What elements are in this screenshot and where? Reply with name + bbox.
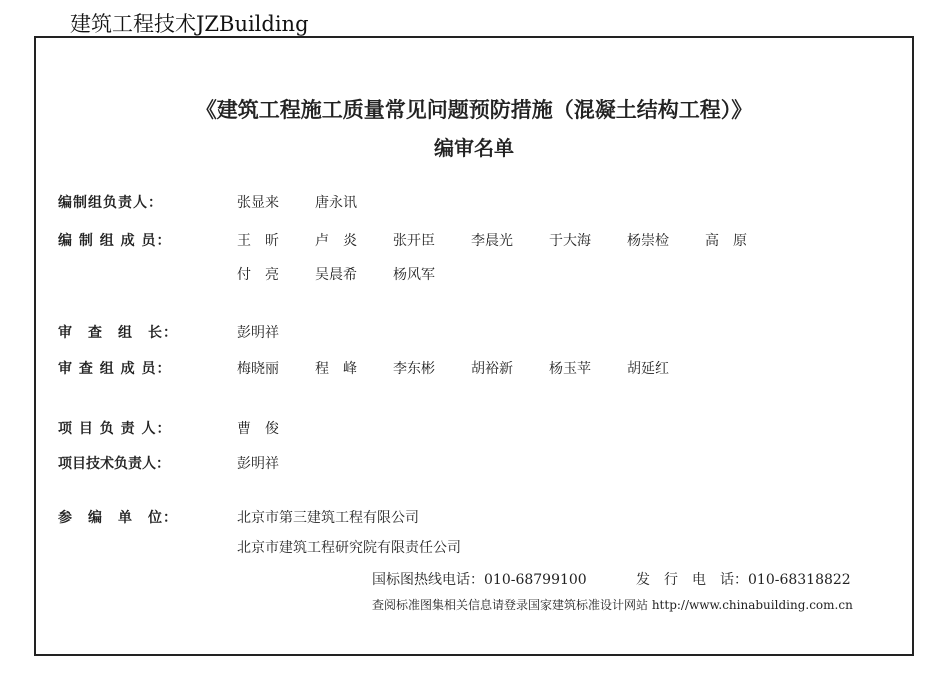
hotline-text: 国标图热线电话：010-68799100 [372,572,587,588]
project-tech-lead-row [58,453,178,473]
project-tech-lead-label: 项目技术负责人： [58,456,170,472]
person-name: 程 峰 [315,361,357,377]
watermark-text: 建筑工程技术JZBuilding [70,12,309,36]
document-subtitle: 编审名单 [434,136,514,160]
person-name: 卢 炎 [315,233,357,249]
person-name: 唐永讯 [315,195,357,211]
compile-members-label: 编 制 组 成 员： [58,233,172,249]
person-name: 梅晓丽 [237,361,279,377]
review-members-label: 审 查 组 成 员： [58,361,172,377]
website-note: 查阅标准图集相关信息请登录国家建筑标准设计网站 http://www.chinabuilding.com.cn [372,598,853,612]
person-name: 胡裕新 [471,361,513,377]
project-lead-row [58,418,178,438]
person-name: 王 昕 [237,233,279,249]
participant-unit: 北京市建筑工程研究院有限责任公司 [237,540,461,556]
person-name: 曹 俊 [237,421,279,437]
compile-lead-row [58,192,178,212]
participants-label: 参 编 单 位： [58,510,178,526]
document-title: 《建筑工程施工质量常见问题预防措施（混凝土结构工程）》 [195,98,753,122]
person-name: 杨玉苹 [549,361,591,377]
person-name: 高 原 [705,233,747,249]
person-name: 彭明祥 [237,456,279,472]
participant-unit: 北京市第三建筑工程有限公司 [237,510,419,526]
person-name: 付 亮 [237,267,279,283]
review-lead-row [58,322,178,342]
review-members-row [58,358,178,378]
footer-phone-line [372,569,851,589]
review-lead-label: 审 查 组 长： [58,325,178,341]
person-name: 张显来 [237,195,279,211]
compile-members-row [58,230,178,250]
person-name: 于大海 [549,233,591,249]
person-name: 吴晨希 [315,267,357,283]
document-frame [34,36,914,656]
participants-row [58,507,178,527]
person-name: 李晨光 [471,233,513,249]
person-name: 杨风军 [393,267,435,283]
person-name: 杨崇检 [627,233,669,249]
person-name: 彭明祥 [237,325,279,341]
person-name: 李东彬 [393,361,435,377]
person-name: 胡延红 [627,361,669,377]
distribution-phone-text: 发 行 电 话：010-68318822 [636,572,851,588]
compile-lead-label: 编制组负责人： [58,195,163,211]
person-name: 张开臣 [393,233,435,249]
project-lead-label: 项 目 负 责 人： [58,421,172,437]
